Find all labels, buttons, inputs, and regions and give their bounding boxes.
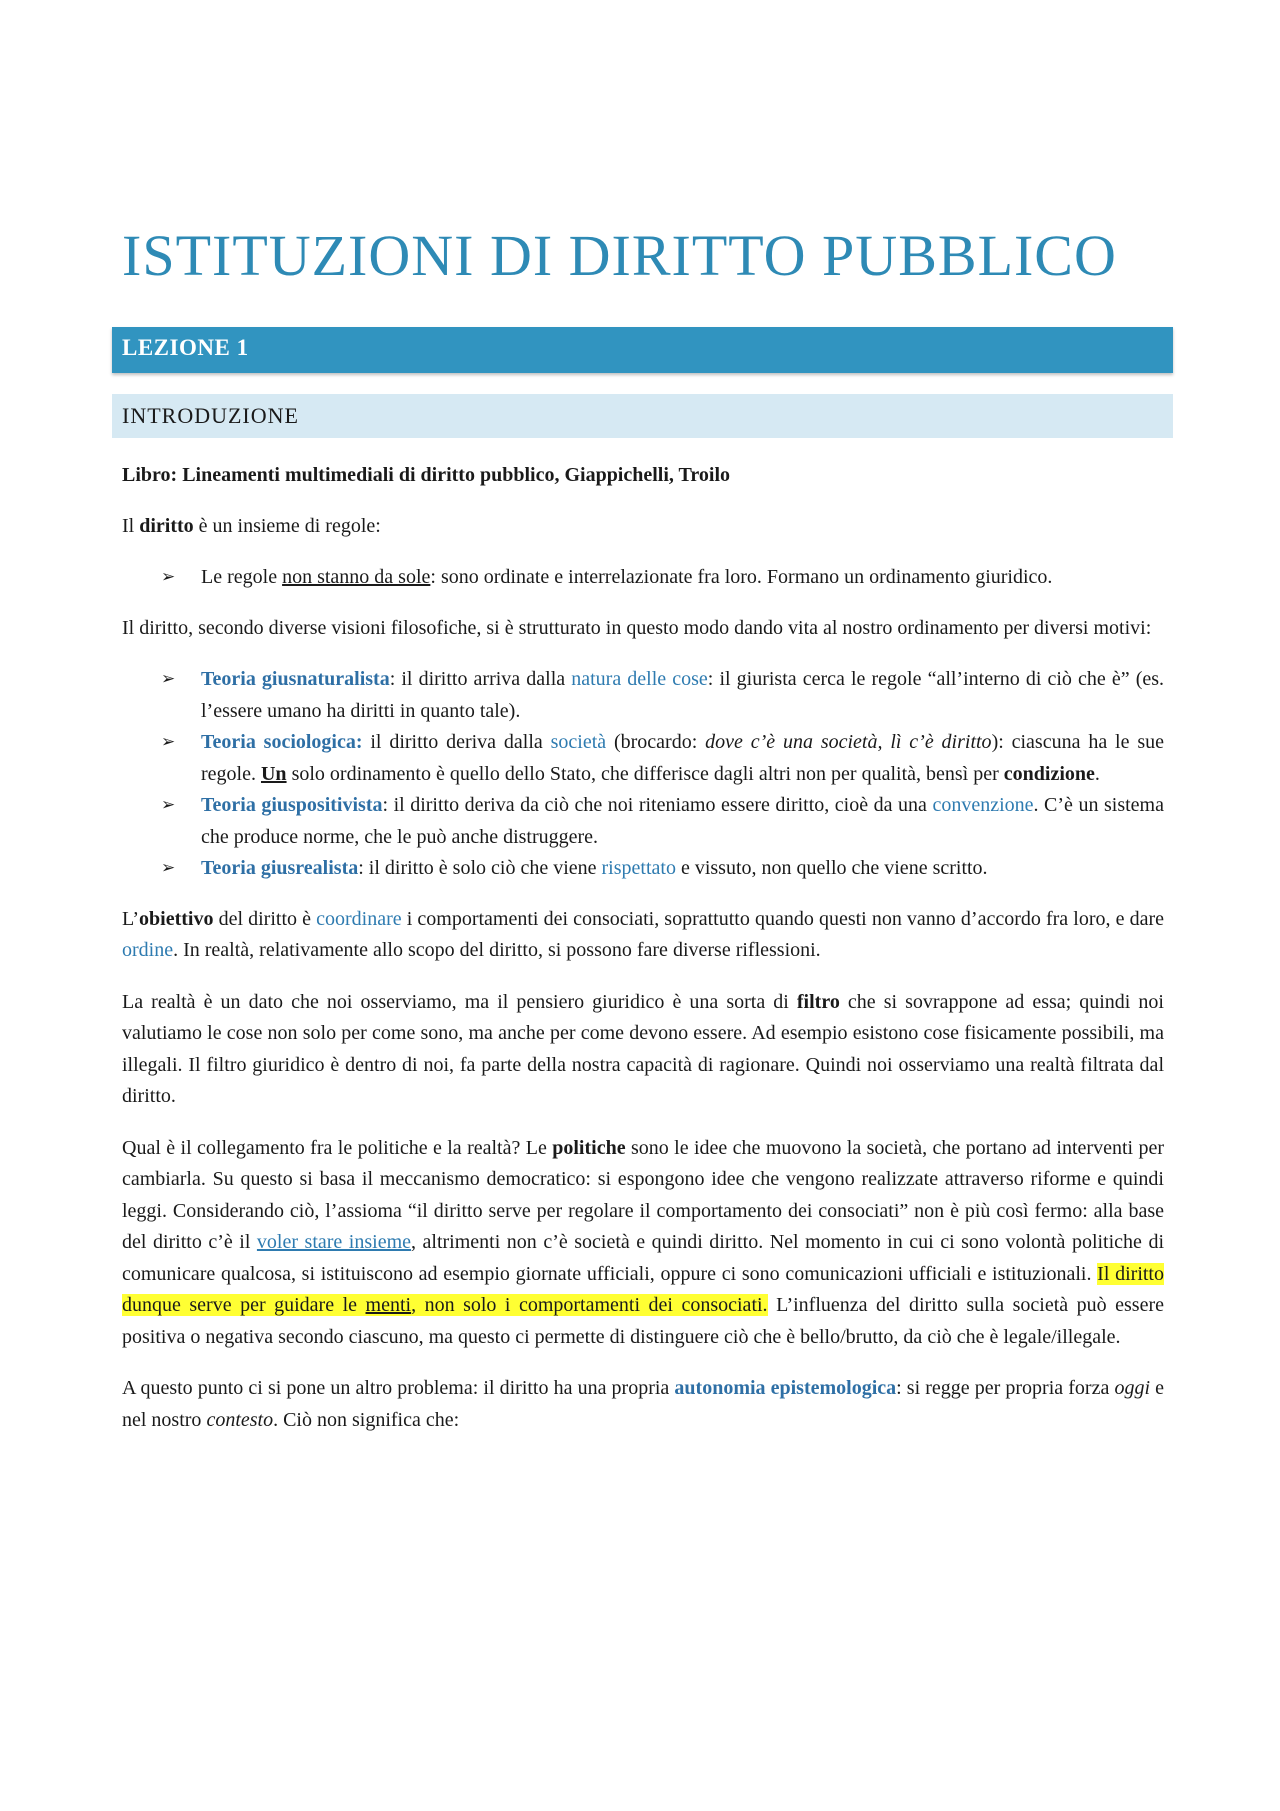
list-item-giusnaturalista: ➢ Teoria giusnaturalista: il diritto arriva dalla natura delle cose: il giurista cerca le regole “all’interno di ciò che è” (es. l’essere umano ha diritti in quanto tale). bbox=[122, 664, 1164, 727]
link-voler-stare-insieme[interactable]: voler stare insieme bbox=[256, 1231, 412, 1253]
book-reference: Libro: Lineamenti multimediali di diritto pubblico, Giappichelli, Troilo bbox=[122, 464, 731, 486]
paragraph-diritto-definition: Il diritto è un insieme di regole: bbox=[122, 514, 381, 537]
paragraph-autonomia: A questo punto ci si pone un altro problema: il diritto ha una propria autonomia epistemologica: si regge per propria forza oggi e nel nostro contesto. Ciò non significa che: bbox=[122, 1377, 1164, 1431]
document-body bbox=[122, 460, 1164, 1456]
paragraph-realta: La realtà è un dato che noi osserviamo, ma il pensiero giuridico è una sorta di filtro che si sovrappone ad essa; quindi noi valutiamo le cose non solo per come sono, ma anche per come devono essere. Ad esempio esistono cose fisicamente possibili, ma illegali. Il filtro giuridico è dentro di noi, fa parte della nostra capacità di ragionare. Quindi noi osserviamo una realtà filtrata dal diritto. bbox=[122, 990, 1164, 1107]
list-item: ➢ Le regole non stanno da sole: sono ordinate e interrelazionate fra loro. Formano un ordinamento giuridico. bbox=[122, 562, 1164, 594]
highlighted-text: Il diritto dunque serve per guidare le menti, non solo i comportamenti dei consociati. bbox=[122, 1262, 1164, 1316]
arrow-bullet-icon: ➢ bbox=[161, 567, 176, 587]
list-teorie bbox=[122, 664, 1164, 885]
paragraph-politiche: Qual è il collegamento fra le politiche e la realtà? Le politiche sono le idee che muovono la società, che portano ad interventi per cambiarla. Su questo si basa il meccanismo democratico: si espongono idee che vengono realizzate attraverso riforme e quindi leggi. Considerando ciò, l’assioma “il diritto serve per regolare il comportamento dei consociati” non è più così fermo: alla base del diritto c’è il voler stare insieme, altrimenti non c’è società e quindi diritto. Nel momento in cui ci sono volontà politiche di comunicare qualcosa, si istituiscono ad esempio giornate ufficiali, oppure ci sono comunicazioni ufficiali e istituzionali. Il diritto dunque serve per guidare le menti, non solo i comportamenti dei consociati. L’influenza del diritto sulla società può essere positiva o negativa secondo ciascuno, ma questo ci permette di distinguere ciò che è bello/brutto, da ciò che è legale/illegale. bbox=[122, 1136, 1164, 1348]
list-item-giuspositivista: ➢ Teoria giuspositivista: il diritto deriva da ciò che noi riteniamo essere diritto, cioè da una convenzione. C’è un sistema che produce norme, che le può anche distruggere. bbox=[122, 790, 1164, 853]
arrow-bullet-icon: ➢ bbox=[161, 858, 176, 878]
document-title: ISTITUZIONI DI DIRITTO PUBBLICO bbox=[122, 223, 1117, 288]
heading-lezione bbox=[112, 327, 1173, 373]
arrow-bullet-icon: ➢ bbox=[161, 732, 176, 752]
heading-introduzione bbox=[112, 394, 1173, 438]
paragraph-visioni: Il diritto, secondo diverse visioni filosofiche, si è strutturato in questo modo dando vita al nostro ordinamento per diversi motivi: bbox=[122, 616, 1152, 639]
list-item-sociologica: ➢ Teoria sociologica: il diritto deriva dalla società (brocardo: dove c’è una società, lì c’è diritto): ciascuna ha le sue regole. Un solo ordinamento è quello dello Stato, che differisce dagli altri non per qualità, bensì per condizione. bbox=[122, 727, 1164, 790]
arrow-bullet-icon: ➢ bbox=[161, 669, 176, 689]
arrow-bullet-icon: ➢ bbox=[161, 795, 176, 815]
heading-introduzione-text: INTRODUZIONE bbox=[122, 403, 299, 428]
heading-lezione-text: LEZIONE 1 bbox=[122, 335, 249, 360]
list-item-giusrealista: ➢ Teoria giusrealista: il diritto è solo ciò che viene rispettato e vissuto, non quello che viene scritto. bbox=[122, 853, 1164, 885]
paragraph-obiettivo: L’obiettivo del diritto è coordinare i comportamenti dei consociati, soprattutto quando questi non vanno d’accordo fra loro, e dare ordine. In realtà, relativamente allo scopo del diritto, si possono fare diverse riflessioni. bbox=[122, 907, 1164, 961]
list-regole bbox=[122, 562, 1164, 594]
